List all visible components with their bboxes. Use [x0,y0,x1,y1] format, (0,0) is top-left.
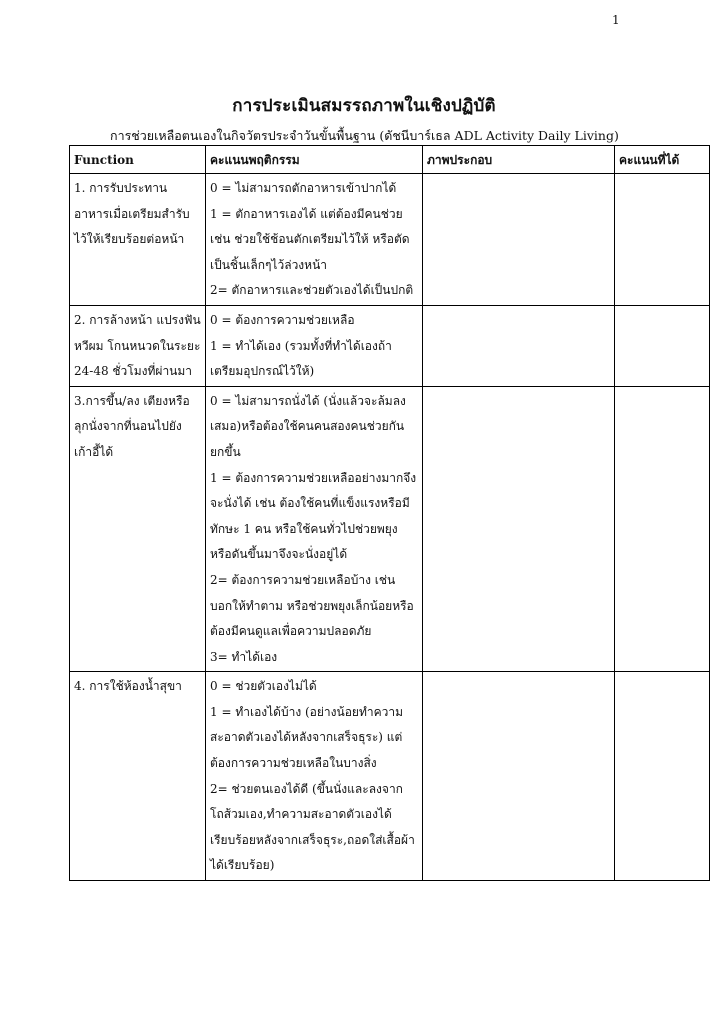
page-title: การประเมินสมรรถภาพในเชิงปฏิบัติ [232,96,496,116]
score-criterion: 1 = ทำเองได้บ้าง (อย่างน้อยทำความสะอาดตัวเองได้หลังจากเสร็จธุระ) แต่ต้องการความช่วยเหลือในบางสิ่ง [210,704,404,771]
score-criterion: 1 = ต้องการความช่วยเหลืออย่างมากจึงจะนั่งได้ เช่น ต้องใช้คนที่แข็งแรงหรือมีทักษะ 1 คน หรือใช้คนทั่วไปช่วยพยุงหรือดันขึ้นมาจึงจะนั่งอยู่ได้ [210,470,417,562]
score-criterion: 1 = ทำได้เอง (รวมทั้งที่ทำได้เองถ้าเตรียมอุปกรณ์ไว้ให้) [210,338,392,379]
score-criterion: 2= ช่วยตนเองได้ดี (ขึ้นนั่งและลงจากโถส้วมเอง,ทำความสะอาดตัวเองได้เรียบร้อยหลังจากเสร็จธุระ,ถอดใส่เสื้อผ้าได้เรียบร้อย) [210,781,415,873]
score-criterion: 0 = ต้องการความช่วยเหลือ [210,312,355,327]
function-cell: 2. การล้างหน้า แปรงฟัน หวีผม โกนหนวดในระยะ 24-48 ชั่วโมงที่ผ่านมา [70,305,206,386]
illustration-cell [423,174,615,306]
score-obtained-cell[interactable] [615,386,710,672]
score-obtained-cell[interactable] [615,305,710,386]
function-cell: 3.การขึ้น/ลง เตียงหรือลุกนั่งจากที่นอนไปยังเก้าอี้ได้ [70,386,206,672]
illustration-cell [423,672,615,881]
illustration-cell [423,386,615,672]
score-criteria-cell [206,672,423,881]
score-criteria-cell [206,174,423,306]
table-header-row [70,146,710,174]
header-score-obtained: คะแนนที่ได้ [615,146,710,174]
header-illustration: ภาพประกอบ [423,146,615,174]
function-cell: 4. การใช้ห้องน้ำสุขา [70,672,206,881]
score-criterion: 2= ต้องการความช่วยเหลือบ้าง เช่น บอกให้ทำตาม หรือช่วยพยุงเล็กน้อยหรือต้องมีคนดูแลเพื่อความปลอดภัย [210,572,414,639]
table-row [70,174,710,306]
score-obtained-cell[interactable] [615,672,710,881]
score-criterion: 2= ตักอาหารและช่วยตัวเองได้เป็นปกติ [210,283,414,298]
function-cell: 1. การรับประทานอาหารเมื่อเตรียมสำรับไว้ให้เรียบร้อยต่อหน้า [70,174,206,306]
score-criterion: 0 = ช่วยตัวเองไม่ได้ [210,679,317,694]
table-row [70,386,710,672]
score-criterion: 0 = ไม่สามารถนั่งได้ (นั่งแล้วจะล้มลงเสมอ)หรือต้องใช้คนคนสองคนช่วยกันยกขึ้น [210,393,406,459]
header-behavior-score: คะแนนพฤติกรรม [206,146,423,174]
adl-assessment-table [69,145,710,881]
score-criteria-cell [206,305,423,386]
score-obtained-cell[interactable] [615,174,710,306]
score-criteria-cell [206,386,423,672]
page-number: 1 [612,13,620,27]
table-row [70,672,710,881]
score-criterion: 0 = ไม่สามารถตักอาหารเข้าปากได้ [210,181,397,195]
page-subtitle: การช่วยเหลือตนเองในกิจวัตรประจำวันขั้นพื้นฐาน (ดัชนีบาร์เธล ADL Activity Daily Living) [110,128,619,143]
illustration-cell [423,305,615,386]
header-function: Function [70,146,206,174]
score-criterion: 1 = ตักอาหารเองได้ แต่ต้องมีคนช่วย เช่น ช่วยใช้ช้อนตักเตรียมไว้ให้ หรือตัดเป็นชิ้นเล็กๆไว้ล่วงหน้า [210,206,410,272]
table-row [70,305,710,386]
score-criterion: 3= ทำได้เอง [210,649,278,664]
